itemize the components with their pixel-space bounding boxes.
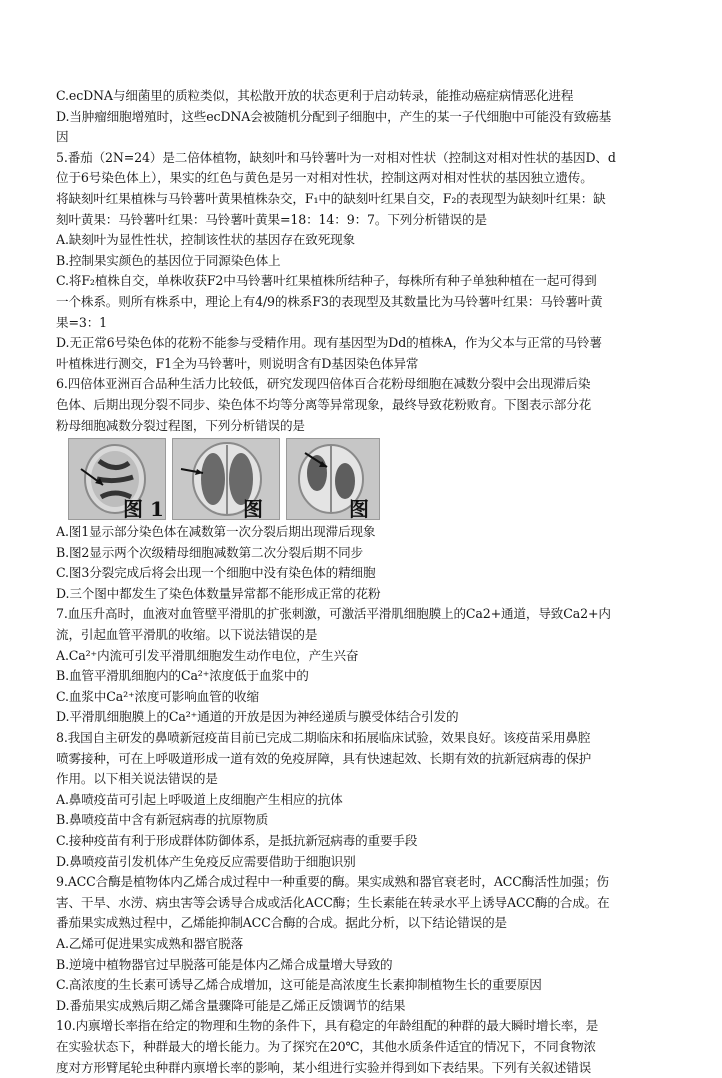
- text-line: C.图3分裂完成后将会出现一个细胞中没有染色体的精细胞: [56, 565, 376, 581]
- text-line: D.番茄果实成熟后期乙烯含量骤降可能是乙烯正反馈调节的结果: [56, 997, 406, 1013]
- text-line: 一个株系。则所有株系中，理论上有4/9的株系F3的表现型及其数量比为马铃薯叶红果：马铃薯叶黄: [56, 293, 603, 309]
- text-line: 10.内禀增长率指在给定的物理和生物的条件下，具有稳定的年龄组配的种群的最大瞬时增长率，是: [56, 1018, 599, 1034]
- text-line: 刻叶黄果：马铃薯叶红果：马铃薯叶黄果=18：14：9：7。下列分析错误的是: [56, 211, 487, 227]
- figure-1-image: [68, 438, 166, 520]
- text-line: 粉母细胞减数分裂过程图，下列分析错误的是: [56, 417, 305, 433]
- figure-2-image: [172, 438, 280, 520]
- text-line: 流，引起血管平滑肌的收缩。以下说法错误的是: [56, 627, 318, 643]
- text-line: 9.ACC合酶是植物体内乙烯合成过程中一种重要的酶。果实成熟和器官衰老时，ACC酶活性加强；伤: [56, 874, 609, 890]
- text-line: C.将F₂植株自交，单株收获F2中马铃薯叶红果植株所结种子，每株所有种子单独种植在一起可得到: [56, 273, 597, 289]
- text-line: D.无正常6号染色体的花粉不能参与受精作用。现有基因型为Dd的植株A，作为父本与正常的马铃薯: [56, 335, 602, 351]
- question-block-bottom: [56, 522, 670, 1078]
- text-line: A.图1显示部分染色体在减数第一次分裂后期出现滞后现象: [56, 524, 376, 540]
- text-line: A.乙烯可促进果实成熟和器官脱落: [56, 935, 244, 951]
- text-line: 8.我国自主研发的鼻喷新冠疫苗目前已完成二期临床和拓展临床试验，效果良好。该疫苗采用鼻腔: [56, 730, 591, 746]
- text-line: 位于6号染色体上），果实的红色与黄色是另一对相对性状，控制这两对相对性状的基因独立遗传。: [56, 170, 593, 186]
- text-line: A.缺刻叶为显性性状，控制该性状的基因存在致死现象: [56, 232, 356, 248]
- text-line: 喷雾接种，可在上呼吸道形成一道有效的免疫屏障，具有快速起效、长期有效的抗新冠病毒的保护: [56, 750, 592, 766]
- text-line: 7.血压升高时，血液对血管壁平滑肌的扩张刺激，可激活平滑肌细胞膜上的Ca2+通道，导致Ca2+内: [56, 606, 611, 622]
- text-line: C.ecDNA与细菌里的质粒类似，其松散开放的状态更利于启动转录，能推动癌症病情恶化进程: [56, 88, 574, 103]
- figure-2-label: 图: [243, 497, 263, 521]
- text-line: 作用。以下相关说法错误的是: [56, 771, 218, 787]
- text-line: B.控制果实颜色的基因位于同源染色体上: [56, 252, 281, 268]
- text-line: C.接种疫苗有利于形成群体防御体系，是抵抗新冠病毒的重要手段: [56, 833, 418, 848]
- text-line: 番茄果实成熟过程中，乙烯能抑制ACC合酶的合成。据此分析，以下结论错误的是: [56, 915, 508, 931]
- text-line: 果=3：1: [56, 314, 108, 330]
- text-line: B.鼻喷疫苗中含有新冠病毒的抗原物质: [56, 812, 269, 828]
- figure-1-label: 图 1: [123, 497, 164, 521]
- text-line: 6.四倍体亚洲百合品种生活力比较低，研究发现四倍体百合花粉母细胞在减数分裂中会出现滞后染: [56, 376, 591, 392]
- text-line: 在实验状态下，种群最大的增长能力。为了探究在20℃，其他水质条件适宜的情况下，不同食物浓: [56, 1038, 596, 1054]
- question-block-top: [56, 86, 670, 436]
- meiosis-figures: [56, 438, 670, 520]
- text-line: C.高浓度的生长素可诱导乙烯合成增加，这可能是高浓度生长素抑制植物生长的重要原因: [56, 977, 542, 993]
- text-line: D.平滑肌细胞膜上的Ca²⁺通道的开放是因为神经递质与膜受体结合引发的: [56, 709, 459, 725]
- text-line: 因: [56, 129, 69, 145]
- text-line: B.图2显示两个次级精母细胞减数第二次分裂后期不同步: [56, 544, 364, 560]
- figure-3-label: 图: [349, 497, 369, 521]
- text-line: D.当肿瘤细胞增殖时，这些ecDNA会被随机分配到子细胞中，产生的某一子代细胞中可能没有致癌基: [56, 108, 612, 124]
- text-line: 叶植株进行测交，F1全为马铃薯叶，则说明含有D基因染色体异常: [56, 355, 419, 371]
- text-line: 色体、后期出现分裂不同步、染色体不均等分离等异常现象，最终导致花粉败育。下图表示部分花: [56, 396, 592, 412]
- text-line: 度对方形臂尾轮虫种群内禀增长率的影响，某小组进行实验并得到如下表结果。下列有关叙述错误: [56, 1059, 592, 1075]
- text-line: D.鼻喷疫苗引发机体产生免疫反应需要借助于细胞识别: [56, 853, 356, 869]
- text-line: B.血管平滑肌细胞内的Ca²⁺浓度低于血浆中的: [56, 668, 309, 684]
- text-line: B.逆境中植物器官过早脱落可能是体内乙烯合成量增大导致的: [56, 956, 393, 972]
- text-line: 将缺刻叶红果植株与马铃薯叶黄果植株杂交，F₁中的缺刻叶红果自交，F₂的表现型为缺刻叶红果：缺: [56, 190, 606, 206]
- text-line: A.鼻喷疫苗可引起上呼吸道上皮细胞产生相应的抗体: [56, 791, 343, 807]
- text-line: C.血浆中Ca²⁺浓度可影响血管的收缩: [56, 688, 259, 704]
- text-line: D.三个图中都发生了染色体数量异常都不能形成正常的花粉: [56, 585, 381, 601]
- text-line: 害、干旱、水涝、病虫害等会诱导合成或活化ACC酶；生长素能在转录水平上诱导ACC酶的合成。在: [56, 894, 610, 910]
- exam-page: [56, 86, 670, 1078]
- text-line: 5.番茄（2N=24）是二倍体植物，缺刻叶和马铃薯叶为一对相对性状（控制这对相对性状的基因D、d: [56, 149, 616, 165]
- figure-3-image: [286, 438, 380, 520]
- text-line: A.Ca²⁺内流可引发平滑肌细胞发生动作电位，产生兴奋: [56, 647, 359, 663]
